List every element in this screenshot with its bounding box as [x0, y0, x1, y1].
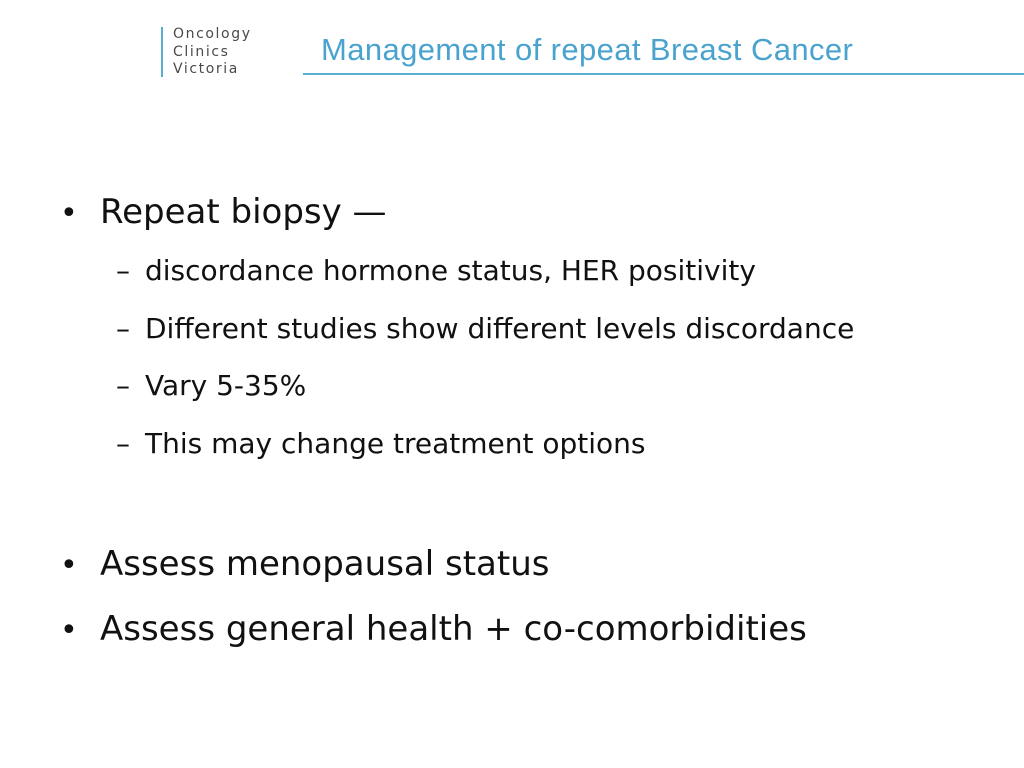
sub-item-discordance — [116, 254, 756, 287]
logo-line-clinics: Clinics — [173, 43, 230, 60]
sub-item-treatment — [116, 427, 645, 460]
bullet-item-general-health — [60, 609, 807, 649]
bullet-text: Repeat biopsy — — [100, 192, 387, 232]
bullet-marker: • — [60, 613, 78, 648]
sub-item-text: discordance hormone status, HER positivity — [145, 254, 756, 287]
sub-item-text: This may change treatment options — [145, 427, 646, 460]
bullet-marker: • — [60, 196, 78, 231]
sub-item-text: Vary 5-35% — [145, 369, 307, 402]
bullet-text: Assess general health + co-comorbidities — [100, 609, 807, 649]
bullet-item-menopausal — [60, 544, 549, 584]
sub-item-dash: – — [116, 254, 130, 287]
sub-item-dash: – — [116, 312, 130, 345]
bullet-text: Assess menopausal status — [100, 544, 550, 584]
sub-item-dash: – — [116, 369, 130, 402]
sub-item-vary — [116, 369, 306, 402]
sub-item-text: Different studies show different levels discordance — [145, 312, 855, 345]
logo-line-victoria: Victoria — [173, 61, 239, 77]
bullet-item-repeat-biopsy — [60, 192, 387, 232]
sub-item-dash: – — [116, 427, 130, 460]
bullet-marker: • — [60, 548, 78, 583]
sub-item-studies — [116, 312, 854, 345]
logo-line-oncology: Oncology — [173, 26, 252, 42]
slide-title: Management of repeat Breast Cancer — [321, 32, 854, 67]
